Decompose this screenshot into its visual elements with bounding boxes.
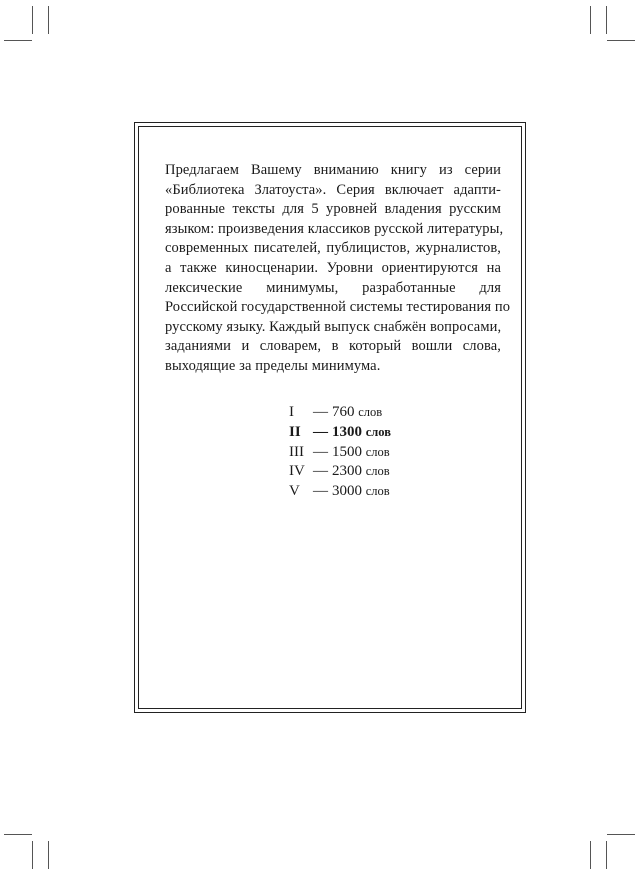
crop-mark [590,6,591,34]
description-line: выходящие за пределы минимума. [165,357,381,374]
level-number: V [289,483,300,500]
level-dash: — [313,443,328,460]
crop-mark [4,834,32,835]
level-dash: — [313,463,328,480]
level-unit: слов [365,484,390,499]
crop-mark [607,834,635,835]
description-line: лексические минимумы, разработанные для [165,279,501,296]
page-frame [134,122,526,713]
crop-mark [32,6,33,34]
crop-mark [606,841,607,869]
level-number: I [289,404,294,420]
description-line: заданиями и словарем, в который вошли слова, [165,338,501,355]
level-row-highlighted [289,423,391,443]
description-line: а также киносценарии. Уровни ориентируются на [165,259,501,276]
level-number: II [289,423,301,440]
series-description [165,161,511,377]
level-unit: слов [365,444,390,459]
description-line: языком: произведения классиков русской литературы, [165,220,504,237]
crop-mark [607,40,635,41]
level-dash: — [313,423,328,440]
level-row [289,462,391,482]
level-row [289,482,391,502]
level-count: 1500 [332,443,362,460]
level-dash: — [313,483,328,500]
crop-mark [48,6,49,34]
description-line: Российской государственной системы тестирования по [165,299,511,316]
level-count: 760 [332,404,355,420]
crop-mark [48,841,49,869]
levels-list [289,403,391,502]
description-line: русскому языку. Каждый выпуск снабжён вопросами, [165,318,502,335]
description-line: Предлагаем Вашему вниманию книгу из серии [165,162,501,178]
level-unit: слов [365,424,392,439]
level-count: 2300 [332,463,362,480]
level-count: 3000 [332,483,362,500]
crop-mark [590,841,591,869]
level-number: IV [289,463,305,480]
level-unit: слов [365,464,390,479]
level-row [289,403,391,423]
description-line: современных писателей, публицистов, журналистов, [165,240,501,257]
level-unit: слов [358,405,383,419]
level-number: III [289,443,304,460]
crop-mark [606,6,607,34]
description-line: рованные тексты для 5 уровней владения русским [165,201,501,218]
level-count: 1300 [332,423,362,440]
level-row [289,443,391,463]
crop-mark [4,40,32,41]
crop-mark [32,841,33,869]
page-frame-inner [138,126,522,709]
description-line: «Библиотека Златоуста». Серия включает адапти- [165,181,501,198]
level-dash: — [313,404,328,420]
